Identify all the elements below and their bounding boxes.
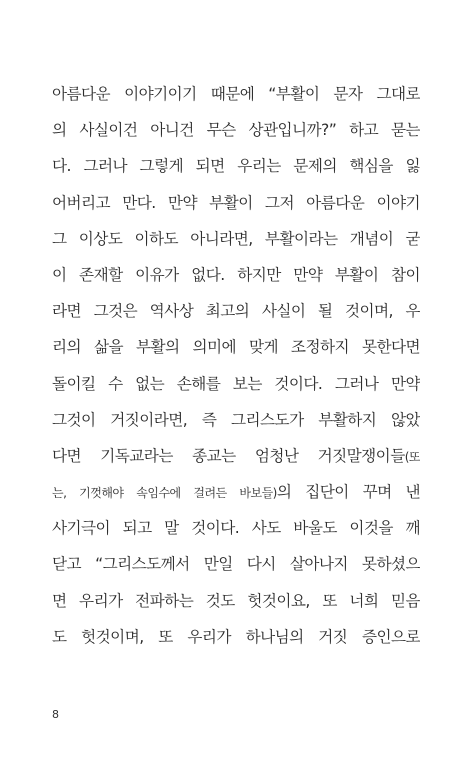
text-line-mixed xyxy=(52,438,420,474)
text-line: 리의 삶을 부활의 의미에 맞게 조정하지 못한다면 xyxy=(52,338,420,357)
parenthetical-text: (또 xyxy=(404,449,420,464)
text-segment: 의 집단이 꾸며 낸 xyxy=(276,483,420,502)
text-line: 다. 그러나 그렇게 되면 우리는 문제의 핵심을 잃 xyxy=(52,157,420,176)
text-line: 아름다운 이야기이기 때문에 “부활이 문자 그대로 xyxy=(52,85,420,103)
text-line: 의 사실이건 아니건 무슨 상관입니까?” 하고 묻는 xyxy=(52,121,420,140)
text-line: 그 이상도 이하도 아니라면, 부활이라는 개념이 굳 xyxy=(52,229,420,248)
body-text xyxy=(52,76,420,655)
text-line: 면 우리가 전파하는 것도 헛것이요, 또 너희 믿음 xyxy=(52,591,420,610)
parenthetical-text: 는, 기껏해야 속임수에 걸려든 바보들) xyxy=(52,486,277,501)
text-segment: 다면 기독교라는 종교는 엄청난 거짓말쟁이들 xyxy=(52,446,405,465)
text-line-mixed xyxy=(52,474,420,510)
text-line: 닫고 “그리스도께서 만일 다시 살아나지 못하셨으 xyxy=(52,555,420,574)
text-line: 돌이킬 수 없는 손해를 보는 것이다. 그러나 만약 xyxy=(52,374,420,393)
text-line: 그것이 거짓이라면, 즉 그리스도가 부활하지 않았 xyxy=(52,410,420,429)
text-line: 라면 그것은 역사상 최고의 사실이 될 것이며, 우 xyxy=(52,302,420,321)
text-line: 이 존재할 이유가 없다. 하지만 만약 부활이 참이 xyxy=(52,265,420,284)
text-line: 어버리고 만다. 만약 부활이 그저 아름다운 이야기 xyxy=(52,193,420,212)
text-line: 사기극이 되고 말 것이다. 사도 바울도 이것을 깨 xyxy=(52,519,420,538)
page-number: 8 xyxy=(52,708,59,721)
text-line: 도 헛것이며, 또 우리가 하나님의 거짓 증인으로 xyxy=(52,627,420,646)
